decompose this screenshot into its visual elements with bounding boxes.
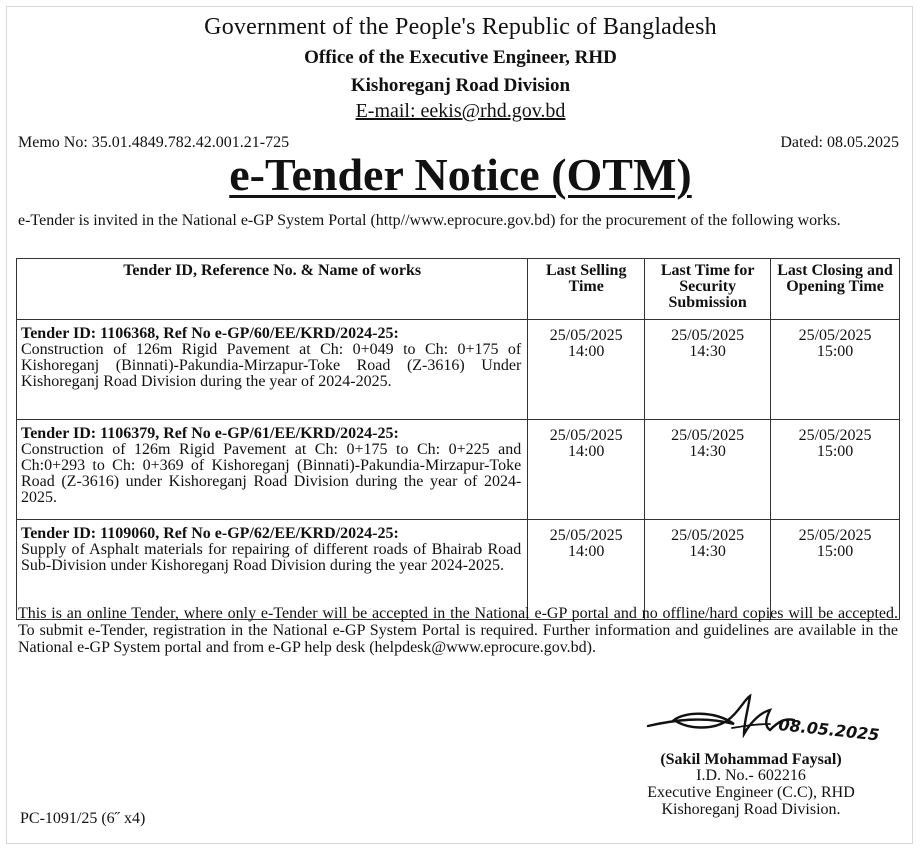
security-date: 25/05/2025 (671, 527, 745, 544)
closing-cell (771, 420, 900, 520)
table-header-row (17, 259, 900, 320)
selling-date: 25/05/2025 (549, 427, 623, 444)
header-closing-time: Last Closing and Opening Time (771, 259, 900, 320)
email-text: E-mail: eekis@rhd.gov.bd (355, 100, 566, 122)
office-heading: Office of the Executive Engineer, RHD (304, 47, 617, 68)
works-cell (17, 420, 528, 520)
closing-date: 25/05/2025 (798, 427, 872, 444)
security-time: 14:30 (689, 443, 726, 460)
notice-title-text: e-Tender Notice (OTM) (229, 149, 692, 200)
tender-id: Tender ID: 1109060, Ref No e-GP/62/EE/KRD/2024-25: (21, 525, 399, 542)
closing-date: 25/05/2025 (798, 527, 872, 544)
officer-id: I.D. No.- 602216 (696, 767, 806, 784)
security-cell (645, 420, 771, 520)
selling-date: 25/05/2025 (549, 527, 623, 544)
instructions-paragraph: This is an online Tender, where only e-Tender will be accepted in the National e-GP portal and no offline/hard copies will be accepted. To submit e-Tender, registration in the National e-GP System Portal is required. Further information and guidelines are available in the National e-GP System portal and from e-GP help desk (helpdesk@www.eprocure.gov.bd). (18, 605, 898, 656)
officer-office: Kishoreganj Road Division. (661, 801, 841, 818)
works-cell (17, 320, 528, 420)
officer-designation: Executive Engineer (C.C), RHD (647, 784, 855, 801)
notice-title (0, 148, 921, 201)
closing-cell (771, 320, 900, 420)
closing-time: 15:00 (816, 343, 854, 360)
closing-date: 25/05/2025 (798, 327, 872, 344)
works-description: Supply of Asphalt materials for repairing of different roads of Bhairab Road Sub-Division under Kishoreganj Road Division during the year 2024-2025. (21, 541, 522, 574)
security-time: 14:30 (689, 343, 726, 360)
dated-text: Dated: 08.05.2025 (780, 134, 899, 151)
selling-date: 25/05/2025 (549, 327, 623, 344)
division-heading: Kishoreganj Road Division (350, 75, 571, 96)
works-description: Construction of 126m Rigid Pavement at Ch: 0+049 to Ch: 0+175 of Kishoreganj (Binnati)-Pakundia-Mirzapur-Toke Road (Z-3616) Under Kishoreganj Road Division during the year of 2024-2025. (21, 341, 522, 390)
header-security-time: Last Time for Security Submission (645, 259, 771, 320)
header-selling-time: Last Selling Time (528, 259, 645, 320)
closing-time: 15:00 (816, 443, 854, 460)
security-cell (645, 320, 771, 420)
header-works: Tender ID, Reference No. & Name of works (17, 259, 528, 320)
email-line (0, 100, 921, 123)
table-row (17, 420, 900, 520)
handwritten-signature (644, 690, 894, 750)
svg-text:08.05.2025: 08.05.2025 (777, 715, 881, 745)
selling-time: 14:00 (567, 543, 605, 560)
selling-time: 14:00 (567, 443, 605, 460)
selling-time: 14:00 (567, 343, 605, 360)
selling-cell (528, 420, 645, 520)
pc-code: PC-1091/25 (6˝ x4) (20, 810, 146, 827)
tender-id: Tender ID: 1106368, Ref No e-GP/60/EE/KRD/2024-25: (21, 325, 399, 342)
tender-id: Tender ID: 1106379, Ref No e-GP/61/EE/KRD/2024-25: (21, 425, 399, 442)
table-row (17, 320, 900, 420)
security-date: 25/05/2025 (671, 427, 745, 444)
closing-time: 15:00 (816, 543, 854, 560)
selling-cell (528, 320, 645, 420)
officer-name: (Sakil Mohammad Faysal) (660, 751, 842, 768)
security-time: 14:30 (689, 543, 726, 560)
works-description: Construction of 126m Rigid Pavement at Ch: 0+175 to Ch: 0+225 and Ch:0+293 to Ch: 0+369 of Kishoreganj (Binnati)-Pakundia-Mirzapur-Toke Road (Z-3616) under Kishoreganj Road Division during the year of 2024-2025. (21, 441, 522, 506)
government-heading: Government of the People's Republic of Bangladesh (204, 14, 717, 40)
intro-paragraph: e-Tender is invited in the National e-GP System Portal (http//www.eprocure.gov.bd) for the procurement of the following works. (18, 212, 841, 229)
memo-number: Memo No: 35.01.4849.782.42.001.21-725 (18, 134, 290, 151)
security-date: 25/05/2025 (671, 327, 745, 344)
tender-table (16, 258, 900, 620)
